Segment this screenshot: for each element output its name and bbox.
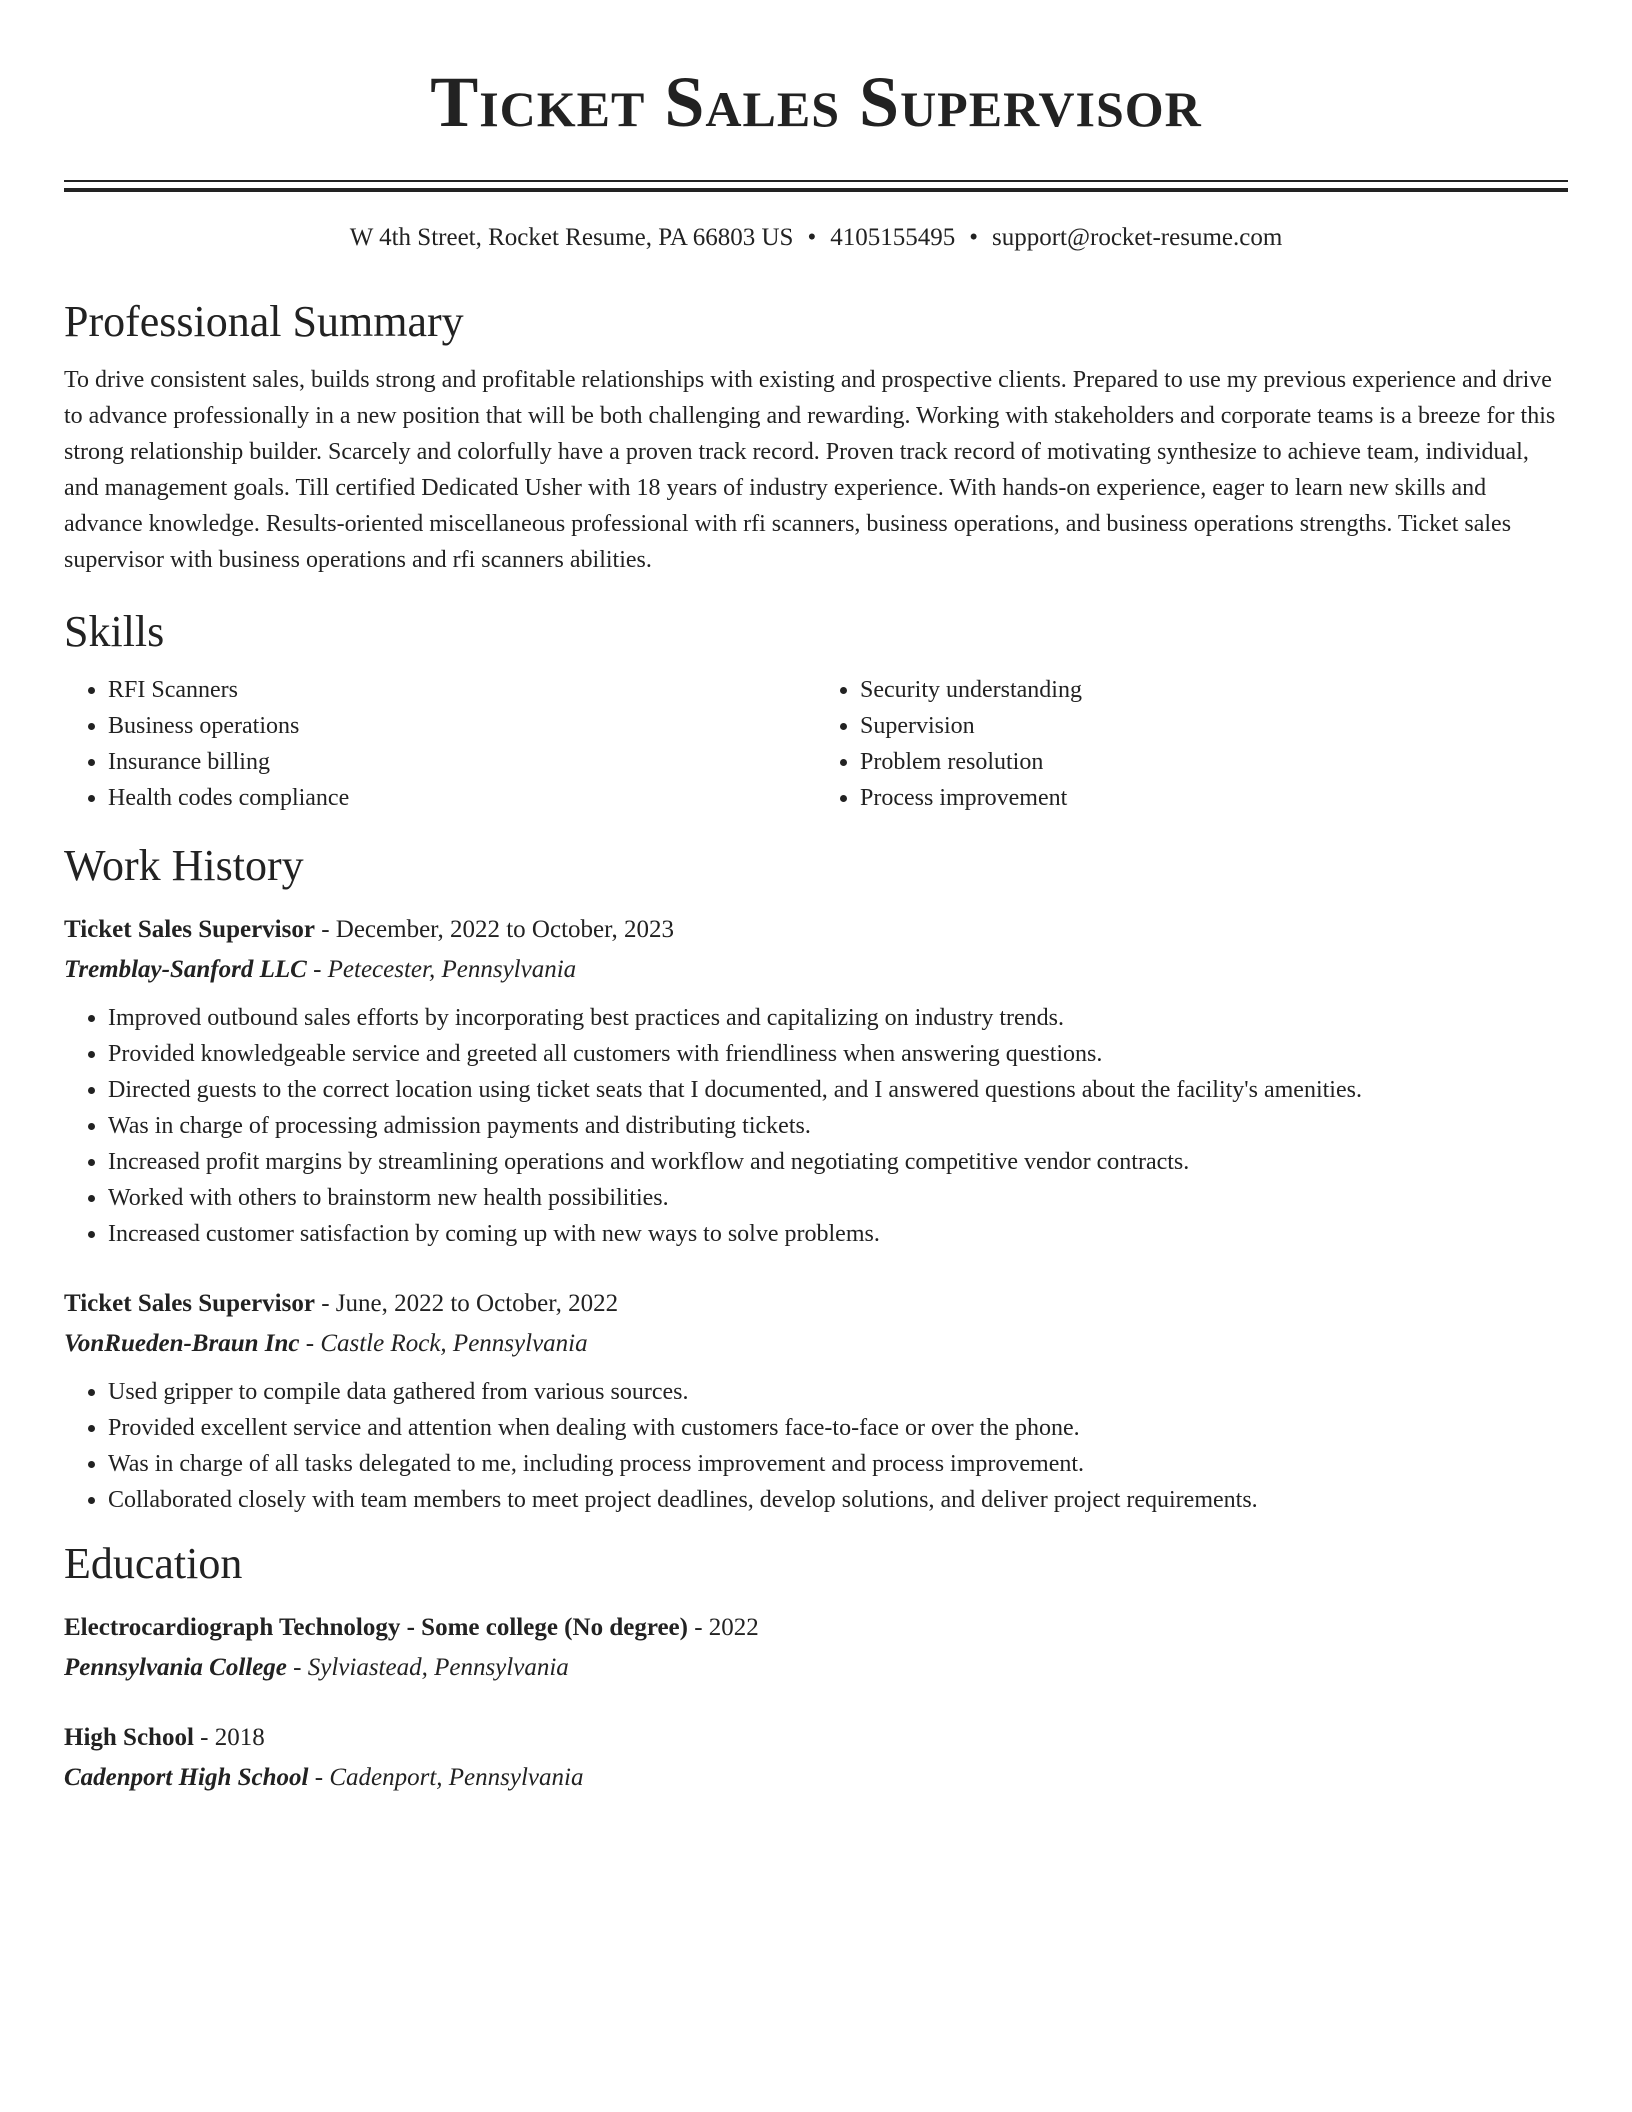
- skills-column-right: [816, 672, 1568, 816]
- page-title: Ticket Sales Supervisor: [430, 62, 1202, 142]
- school-location: - Cadenport, Pennsylvania: [308, 1764, 584, 1791]
- degree-name: Electrocardiograph Technology - Some college (No degree): [64, 1614, 688, 1641]
- job-duty: • Provided excellent service and attention when dealing with customers face-to-face or over the phone.: [108, 1410, 1568, 1446]
- skill-item: • Business operations: [108, 708, 816, 744]
- school-name: Pennsylvania College: [64, 1654, 287, 1681]
- degree-year: - 2022: [687, 1614, 759, 1641]
- skill-item: • Insurance billing: [108, 744, 816, 780]
- degree-line: [64, 1718, 1568, 1758]
- company-location: - Castle Rock, Pennsylvania: [299, 1330, 588, 1357]
- job-entry: [64, 910, 1568, 1252]
- job-duty: • Used gripper to compile data gathered from various sources.: [108, 1374, 1568, 1410]
- school-line: [64, 1648, 1568, 1688]
- school-name: Cadenport High School: [64, 1764, 309, 1791]
- summary-text: To drive consistent sales, builds strong and profitable relationships with existing and prospective clients. Prepared to use my previous experience and drive to advance professionally in a new position that will be both challenging and rewarding. Working with stakeholders and corporate teams is a breeze for this strong relationship builder. Scarcely and colorfully have a proven track record. Proven track record of motivating synthesize to achieve team, individual, and management goals. Till certified Dedicated Usher with 18 years of industry experience. With hands-on experience, eager to learn new skills and advance knowledge. Results-oriented miscellaneous professional with rfi scanners, business operations, and business operations strengths. Ticket sales supervisor with business operations and rfi scanners abilities.: [64, 367, 1556, 573]
- title-divider-thin: [64, 180, 1568, 182]
- skill-item: • RFI Scanners: [108, 672, 816, 708]
- contact-separator: •: [807, 224, 817, 251]
- education-entry: [64, 1608, 1568, 1688]
- contact-phone: 4105155495: [830, 224, 956, 251]
- work-history-heading: Work History: [64, 841, 304, 890]
- job-duty: • Increased customer satisfaction by coming up with new ways to solve problems.: [108, 1216, 1568, 1252]
- school-line: [64, 1758, 1568, 1798]
- job-duty: • Directed guests to the correct location using ticket seats that I documented, and I answered questions about the facility's amenities.: [108, 1072, 1568, 1108]
- job-dates: - December, 2022 to October, 2023: [314, 916, 674, 943]
- job-duty: • Was in charge of all tasks delegated to me, including process improvement and process improvement.: [108, 1446, 1568, 1482]
- school-location: - Sylviastead, Pennsylvania: [286, 1654, 569, 1681]
- education-entry: [64, 1718, 1568, 1798]
- job-duty: • Was in charge of processing admission payments and distributing tickets.: [108, 1108, 1568, 1144]
- company-location: - Petecester, Pennsylvania: [306, 956, 577, 983]
- contact-line: [64, 222, 1568, 254]
- job-dates: - June, 2022 to October, 2022: [314, 1290, 619, 1317]
- summary-heading: Professional Summary: [64, 297, 464, 346]
- job-duty: • Collaborated closely with team members to meet project deadlines, develop solutions, and deliver project requirements.: [108, 1482, 1568, 1518]
- job-duty: • Improved outbound sales efforts by incorporating best practices and capitalizing on industry trends.: [108, 1000, 1568, 1036]
- skill-item: • Process improvement: [860, 780, 1568, 816]
- job-duty: • Worked with others to brainstorm new health possibilities.: [108, 1180, 1568, 1216]
- skill-item: • Security understanding: [860, 672, 1568, 708]
- skills-column-left: [64, 672, 816, 816]
- contact-separator: •: [969, 224, 978, 251]
- company-name: VonRueden-Braun Inc: [64, 1330, 300, 1357]
- job-duties: [64, 1374, 1568, 1518]
- education-heading: Education: [64, 1539, 243, 1588]
- job-title: Ticket Sales Supervisor: [64, 916, 315, 943]
- contact-email[interactable]: support@rocket-resume.com: [991, 224, 1283, 251]
- company-line: [64, 1324, 1568, 1364]
- skills-list: [64, 672, 1568, 816]
- job-title-line: [64, 1284, 1568, 1324]
- title-divider-thick: [64, 188, 1568, 192]
- company-name: Tremblay-Sanford LLC: [64, 956, 307, 983]
- degree-year: - 2018: [193, 1724, 265, 1751]
- degree-name: High School: [64, 1724, 194, 1751]
- skill-item: • Problem resolution: [860, 744, 1568, 780]
- job-title: Ticket Sales Supervisor: [64, 1290, 315, 1317]
- skill-item: • Supervision: [860, 708, 1568, 744]
- job-title-line: [64, 910, 1568, 950]
- degree-line: [64, 1608, 1568, 1648]
- contact-address: W 4th Street, Rocket Resume, PA 66803 US: [349, 224, 794, 251]
- job-duty: • Increased profit margins by streamlining operations and workflow and negotiating competitive vendor contracts.: [108, 1144, 1568, 1180]
- job-duty: • Provided knowledgeable service and greeted all customers with friendliness when answering questions.: [108, 1036, 1568, 1072]
- skill-item: • Health codes compliance: [108, 780, 816, 816]
- skills-heading: Skills: [64, 607, 165, 656]
- job-entry: [64, 1284, 1568, 1518]
- company-line: [64, 950, 1568, 990]
- job-duties: [64, 1000, 1568, 1252]
